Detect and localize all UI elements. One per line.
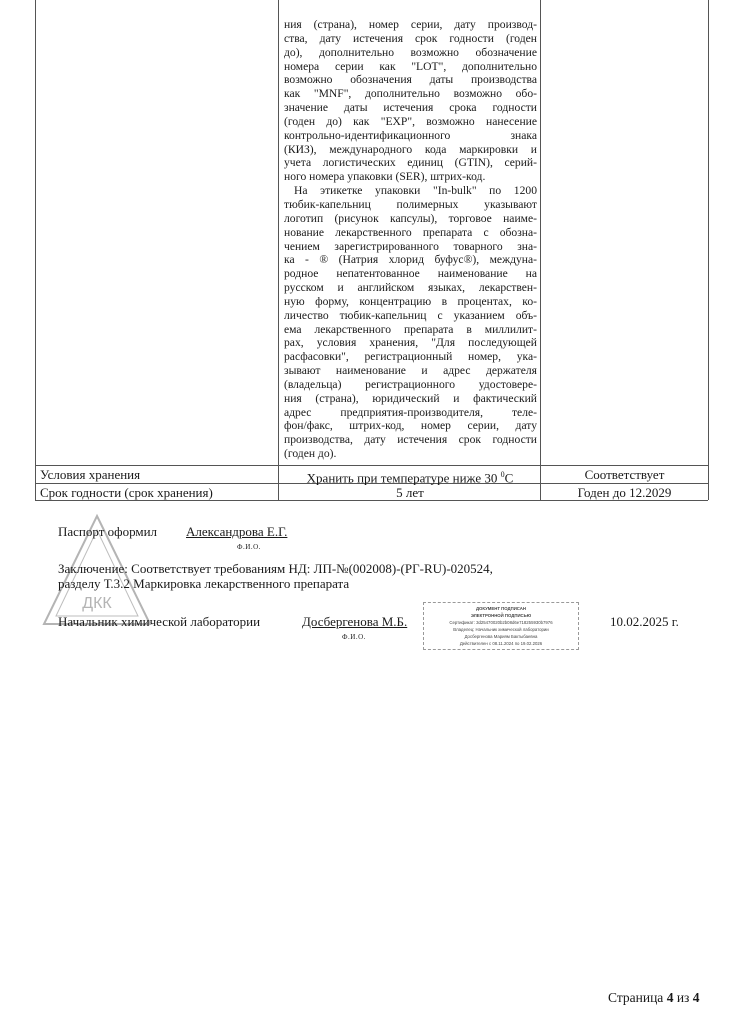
requirement-text: Хранить при температуре ниже 30 — [306, 470, 501, 486]
text-line: ка - ® (Натрия хлорид буфус®), междуна- — [284, 253, 537, 267]
signature-validity: Действителен с 08.11.2024 по 19.02.2026 — [459, 641, 543, 646]
page-middle: из — [673, 990, 693, 1005]
text-line: возможно обозначения даты производства — [284, 73, 537, 87]
head-of-lab-label: Начальник химической лаборатории — [58, 614, 261, 629]
text-line: (владельца) регистрационного удостовере- — [284, 377, 537, 391]
text-line: значение даты истечения срока годности — [284, 101, 537, 115]
storage-conditions-result: Соответствует — [584, 467, 665, 482]
text-line: до), дополнительно возможно обозначение — [284, 45, 537, 59]
conclusion-line-1: Заключение: Соответствует требованиям НД: ЛП-№(002008)-(РГ-RU)-020524, — [58, 561, 493, 576]
degree-sup: 0 — [500, 470, 505, 479]
shelf-life-result: Годен до 12.2029 — [577, 485, 672, 500]
text-line: ния (страна), номер серии, дату производ- — [284, 18, 537, 31]
head-of-lab-name: Досбергенова М.Б. — [302, 614, 408, 629]
text-line: зывают наименование и адрес держателя — [284, 364, 537, 378]
table-border — [278, 0, 279, 500]
text-line: русском и английском языках, лекарствен- — [284, 281, 537, 295]
labeling-requirement-text — [284, 18, 537, 461]
fio-caption: Ф.И.О. — [342, 633, 366, 641]
prepared-by-label: Паспорт оформил — [58, 524, 158, 539]
table-border — [35, 0, 36, 500]
fio-caption: Ф.И.О. — [237, 543, 261, 551]
shelf-life-label: Срок годности (срок хранения) — [40, 485, 213, 500]
text-line: (КИЗ), международного кода маркировки и — [284, 142, 537, 156]
signature-title: ДОКУМЕНТ ПОДПИСАН — [476, 606, 526, 611]
text-line: На этикетке упаковки "In-bulk" по 1200 — [294, 184, 537, 198]
stamp-lettering: ДКК — [82, 595, 112, 612]
table-border — [540, 0, 541, 500]
text-line: фон/факс, штрих-код, номер серии, дату — [284, 419, 537, 433]
storage-conditions-label: Условия хранения — [40, 467, 141, 482]
text-line: (годен до) как "EXP", возможно нанесение — [284, 114, 537, 128]
shelf-life-requirement: 5 лет — [396, 485, 424, 500]
conclusion-line-2: разделу Т.3.2 Маркировка лекарственного препарата — [58, 576, 350, 591]
text-line: расфасовки", регистрационный номер, ука- — [284, 350, 537, 364]
requirement-unit: С — [504, 470, 514, 486]
page-number — [608, 990, 700, 1006]
text-line: учета логистических единиц (GTIN), серий- — [284, 156, 537, 170]
text-line: родное непатентованное наименование на — [284, 267, 537, 281]
signature-owner: Владелец: Начальник химической лаборатории — [453, 627, 549, 632]
table-border — [708, 0, 709, 500]
text-line: рах, условия хранения, "Для последующей — [284, 336, 537, 350]
signature-subtitle: ЭЛЕКТРОННОЙ ПОДПИСЬЮ — [470, 613, 532, 618]
text-line: ния (страна), юридический и фактический — [284, 391, 537, 405]
text-line: производства, дату истечения срок годности — [284, 433, 537, 447]
text-line: личество тюбик-капельниц с указанием объ- — [284, 308, 537, 322]
text-line: чением зарегистрированного товарного зна- — [284, 239, 537, 253]
text-line: логотип (рисунок капсулы), торговое наиме- — [284, 211, 537, 225]
text-line: ема лекарственного препарата в миллилит- — [284, 322, 537, 336]
storage-conditions-requirement — [280, 466, 540, 486]
text-line: как "MNF", дополнительно возможно обо- — [284, 87, 537, 101]
page-prefix: Страница — [608, 990, 667, 1005]
text-line: контрольно-идентификационного знака — [284, 128, 537, 142]
text-line: номера серии как "LOT", дополнительно — [284, 59, 537, 73]
page-total: 4 — [692, 990, 700, 1005]
text-line: нование лекарственного препарата с обозна- — [284, 225, 537, 239]
text-line: (годен до). — [284, 447, 337, 461]
page-current: 4 — [666, 990, 674, 1005]
text-line: тюбик-капельниц полимерных указывают — [284, 197, 537, 211]
text-line: ства, дату истечения срок годности (годен — [284, 31, 537, 45]
prepared-by-name: Александрова Е.Г. — [186, 524, 288, 539]
text-line: ного номера упаковки (SER), штрих-код. — [284, 170, 486, 184]
signature-certificate: Сертификат: 3d25470020b2b08d6e718255930b7976 — [449, 620, 553, 625]
signature-owner-name: Досбергенова Мариям Бактыбаевна — [464, 634, 538, 639]
text-line: адрес предприятия-производителя, теле- — [284, 405, 537, 419]
text-line: ную форму, концентрацию в процентах, ко- — [284, 294, 537, 308]
signature-date: 10.02.2025 г. — [610, 614, 679, 629]
electronic-signature-box — [423, 602, 579, 650]
